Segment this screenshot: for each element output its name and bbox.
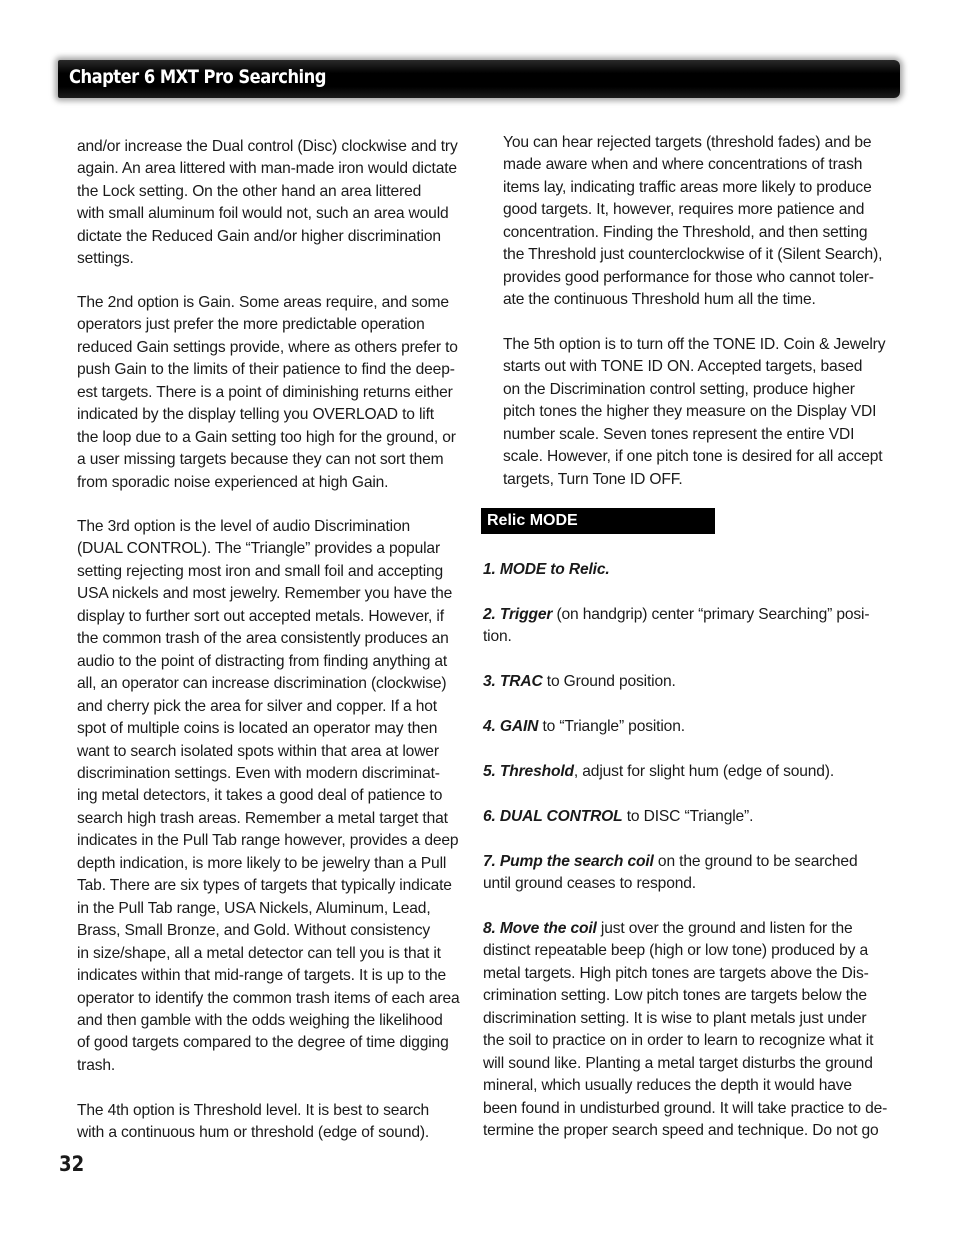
step-3: 3. TRAC to Ground position. [483, 673, 676, 690]
paragraph-gain-option: The 2nd option is Gain. Some areas require, and some operators just prefer the more predictable operation reduced Gain settings provide, where as others prefer to push Gain to the limits of their patience to find the deep- est targets. There is a point of diminishing returns either indicated by the display telling you OVERLOAD to lift the loop due to a Gain setting too high for the ground, or a user missing targets because they can not sort them from sporadic noise experienced at high Gain. [77, 294, 458, 491]
paragraph-dual-control: and/or increase the Dual control (Disc) clockwise and try again. An area littered with man-made iron would dictate the Lock setting. On the other hand an area littered with small aluminum foil would not, such an area would dictate the Reduced Gain and/or higher discrimination settings. [77, 138, 458, 268]
paragraph-tone-id-option: The 5th option is to turn off the TONE ID. Coin & Jewelry starts out with TONE ID ON. Accepted targets, based on the Discrimination control setting, produce higher pitch tones the higher they measure on the Display VDI number scale. Seven tones represent the entire VDI scale. However, if one pitch tone is desired for all accept targets, Turn Tone ID OFF. [503, 336, 886, 488]
step-4: 4. GAIN to “Triangle” position. [483, 718, 685, 735]
step-7: 7. Pump the search coil on the ground to be searched until ground ceases to respond. [483, 853, 858, 893]
paragraph-discrimination-option: The 3rd option is the level of audio Discrimination (DUAL CONTROL). The “Triangle” provides a popular setting rejecting most iron and small foil and accepting USA nickels and most jewelry. Remember you have the display to further sort out accepted metals. However, if the common trash of the area consistently produces an audio to the point of distracting from finding anything at all, an operator can increase discrimination (clockwise) and cherry pick the area for silver and copper. If a hot spot of multiple coins is located an operator may then want to search isolated spots within that area at lower discrimination settings. Even with modern discriminat- ing metal detectors, it takes a good deal of patience to search high trash areas. Remember a metal target that indicates in the Pull Tab range however, provides a deep depth indication, is more likely to be jewelry than a Pull Tab. There are six types of targets that typically indicate in the Pull Tab range, USA Nickels, Aluminum, Lead, Brass, Small Bronze, and Gold. Without consistency in size/shape, all a metal detector can tell you is that it indicates within that mid-range of targets. It is up to the operator to identify the common trash items of each area and then gamble with the odds weighing the likelihood of good targets compared to the degree of time digging trash. [77, 518, 460, 1074]
step-2: 2. Trigger (on handgrip) center “primary Searching” posi- tion. [483, 606, 870, 646]
step-8: 8. Move the coil just over the ground and listen for the distinct repeatable beep (high or low tone) produced by a metal targets. High pitch tones are targets above the Dis- crimination setting. Low pitch tones are targets below the discrimination setting. It is wise to plant metals just under the soil to practice on in order to learn to recognize what it will sound like. Planting a metal target disturbs the ground mineral, which usually reduces the depth it would have been found in undisturbed ground. It will take practice to de- termine the proper search speed and technique. Do not go [483, 920, 888, 1140]
chapter-header-bar [58, 60, 900, 98]
step-6: 6. DUAL CONTROL to DISC “Triangle”. [483, 808, 754, 825]
chapter-title: Chapter 6 MXT Pro Searching [69, 66, 326, 88]
paragraph-threshold-option: The 4th option is Threshold level. It is best to search with a continuous hum or threshold (edge of sound). [77, 1102, 430, 1142]
step-1: 1. MODE to Relic. [483, 561, 610, 578]
paragraph-silent-search: You can hear rejected targets (threshold fades) and be made aware when and where concentrations of trash items lay, indicating traffic areas more likely to produce good targets. It, however, requires more patience and concentration. Finding the Threshold, and then setting the Threshold just counterclockwise of it (Silent Search), provides good performance for those who cannot toler- ate the continuous Threshold hum all the time. [503, 134, 883, 309]
step-5: 5. Threshold, adjust for slight hum (edge of sound). [483, 763, 835, 780]
section-heading-relic-mode: Relic MODE [481, 508, 715, 534]
page-number: 32 [59, 1152, 85, 1176]
